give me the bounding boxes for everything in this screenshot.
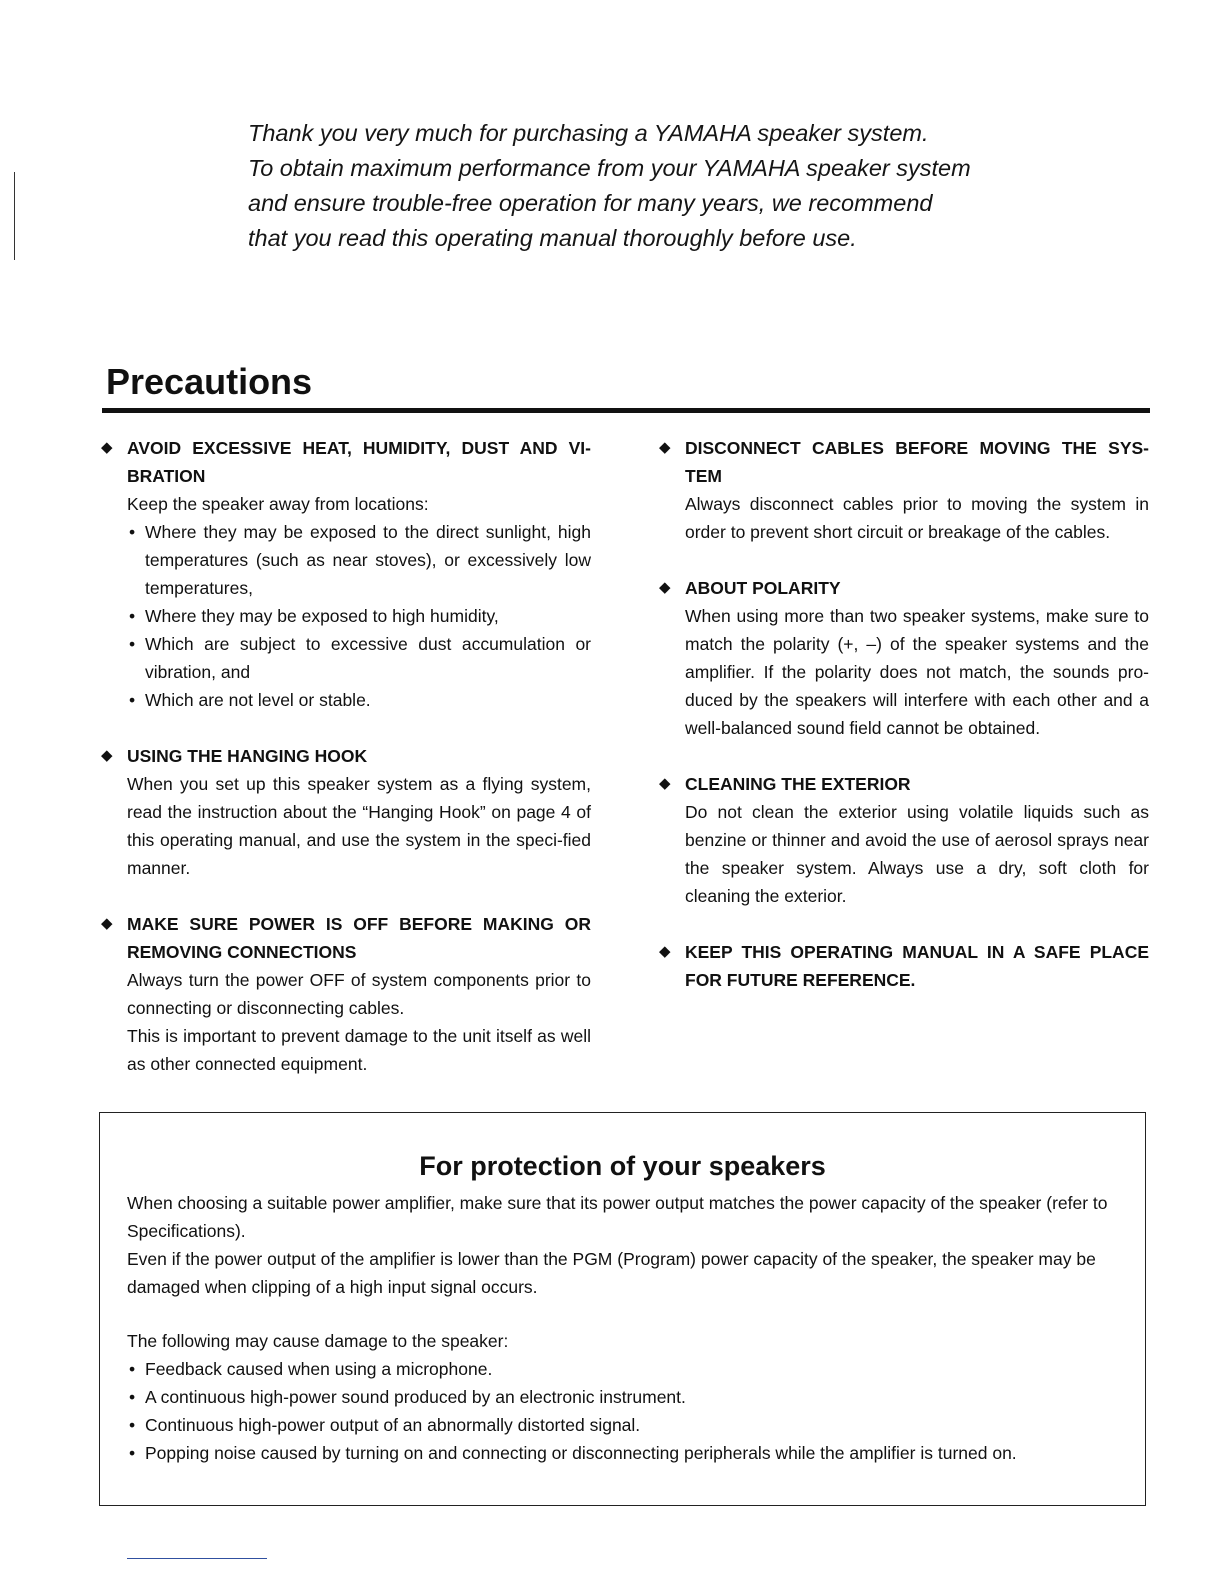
precaution-body: When using more than two speaker systems, make sure to match the polarity (+, –) of the speaker systems and the amplifier. If the polarity does not match, the sounds pro-duced by the speakers will interfere with each other and a well-balanced sound field cannot be obtained. (685, 606, 1149, 738)
list-item: • Where they may be exposed to the direct sunlight, high temperatures (such as near stoves), or excessively low temperatures, (127, 518, 591, 602)
precaution-item-cleaning (685, 770, 1149, 910)
intro-line: and ensure trouble-free operation for many years, we recommend (248, 190, 933, 216)
precaution-body: This is important to prevent damage to the unit itself as well as other connected equipment. (127, 1026, 591, 1074)
bullet-list (127, 518, 591, 714)
precaution-item-keep-manual (685, 938, 1149, 994)
list-item: • Which are not level or stable. (127, 686, 591, 714)
precaution-title: ◆ AVOID EXCESSIVE HEAT, HUMIDITY, DUST AND VI-BRATION (127, 434, 591, 490)
precaution-title: ◆ KEEP THIS OPERATING MANUAL IN A SAFE PLACE FOR FUTURE REFERENCE. (685, 938, 1149, 994)
list-item: • A continuous high-power sound produced by an electronic instrument. (127, 1383, 1127, 1411)
list-item: • Which are subject to excessive dust accumulation or vibration, and (127, 630, 591, 686)
precaution-body: Do not clean the exterior using volatile liquids such as benzine or thinner and avoid the use of aerosol sprays near the speaker system. Always use a dry, soft cloth for cleaning the exterior. (685, 802, 1149, 906)
footer-rule (127, 1558, 267, 1559)
protection-title: For protection of your speakers (419, 1151, 826, 1181)
list-item: • Feedback caused when using a microphone. (127, 1355, 1127, 1383)
precaution-item-disconnect (685, 434, 1149, 546)
precaution-body: Always turn the power OFF of system components prior to connecting or disconnecting cables. (127, 970, 591, 1018)
precaution-item-heat (127, 434, 591, 714)
precaution-body: When you set up this speaker system as a flying system, read the instruction about the “Hanging Hook” on page 4 of this operating manual, and use the system in the speci-fied manner. (127, 774, 591, 878)
intro-paragraph (248, 116, 1048, 256)
precaution-title: ◆ ABOUT POLARITY (685, 574, 1149, 602)
protection-paragraph: When choosing a suitable power amplifier, make sure that its power output matches the power capacity of the speaker (refer to Specifications). (127, 1193, 1108, 1241)
precaution-intro: Keep the speaker away from locations: (127, 494, 429, 514)
precaution-title: ◆ USING THE HANGING HOOK (127, 742, 591, 770)
margin-change-bar (14, 172, 15, 260)
precautions-heading: Precautions (106, 361, 313, 402)
protection-paragraph: Even if the power output of the amplifier is lower than the PGM (Program) power capacity of the speaker, the speaker may be damaged when clipping of a high input signal occurs. (127, 1249, 1096, 1297)
precaution-item-power-off (127, 910, 591, 1078)
precaution-item-hanging-hook (127, 742, 591, 882)
precaution-title: ◆ MAKE SURE POWER IS OFF BEFORE MAKING OR REMOVING CONNECTIONS (127, 910, 591, 966)
intro-line: that you read this operating manual thoroughly before use. (248, 225, 857, 251)
precaution-body: Always disconnect cables prior to moving the system in order to prevent short circuit or breakage of the cables. (685, 494, 1149, 542)
protection-content (127, 1189, 1127, 1467)
protection-bullet-list (127, 1355, 1127, 1467)
list-item: • Popping noise caused by turning on and connecting or disconnecting peripherals while the amplifier is turned on. (127, 1439, 1127, 1467)
intro-line: Thank you very much for purchasing a YAMAHA speaker system. (248, 120, 929, 146)
heading-rule (102, 408, 1150, 413)
protection-list-intro: The following may cause damage to the speaker: (127, 1331, 509, 1351)
protection-box (99, 1112, 1146, 1506)
precautions-left-column (127, 434, 591, 1106)
precautions-right-column (685, 434, 1149, 1022)
list-item: • Where they may be exposed to high humidity, (127, 602, 591, 630)
precaution-title: ◆ CLEANING THE EXTERIOR (685, 770, 1149, 798)
intro-line: To obtain maximum performance from your YAMAHA speaker system (248, 155, 971, 181)
precaution-title: ◆ DISCONNECT CABLES BEFORE MOVING THE SYS-TEM (685, 434, 1149, 490)
list-item: • Continuous high-power output of an abnormally distorted signal. (127, 1411, 1127, 1439)
precaution-item-polarity (685, 574, 1149, 742)
